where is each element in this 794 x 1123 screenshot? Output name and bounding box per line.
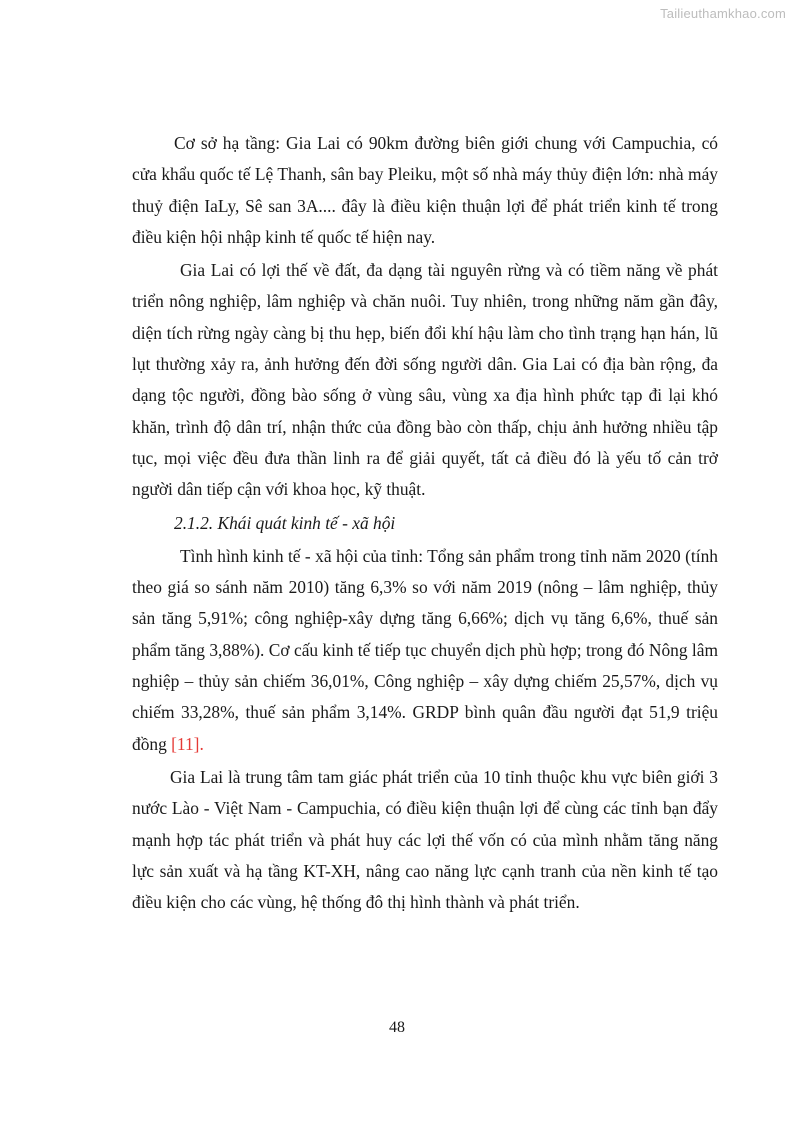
document-body (132, 128, 718, 920)
page-number: 48 (389, 1019, 405, 1036)
paragraph-economy (132, 541, 718, 760)
paragraph-economy-text: Tình hình kinh tế - xã hội của tỉnh: Tổng sản phẩm trong tỉnh năm 2020 (tính theo giá so sánh năm 2010) tăng 6,3% so với năm 2019 (nông – lâm nghiệp, thủy sản tăng 5,91%; công nghiệp-xây dựng tăng 6,66%; dịch vụ tăng 6,6%, thuế sản phẩm tăng 3,88%). Cơ cấu kinh tế tiếp tục chuyển dịch phù hợp; trong đó Nông lâm nghiệp – thủy sản chiếm 36,01%, Công nghiệp – xây dựng chiếm 25,57%, dịch vụ chiếm 33,28%, thuế sản phẩm 3,14%. GRDP bình quân đầu người đạt 51,9 triệu đồng (132, 545, 718, 754)
section-heading: 2.1.2. Khái quát kinh tế - xã hội (174, 512, 396, 533)
paragraph-land-advantages: Gia Lai có lợi thế về đất, đa dạng tài nguyên rừng và có tiềm năng về phát triển nông nghiệp, lâm nghiệp và chăn nuôi. Tuy nhiên, trong những năm gần đây, diện tích rừng ngày càng bị thu hẹp, biến đổi khí hậu làm cho tình trạng hạn hán, lũ lụt thường xảy ra, ảnh hưởng đến đời sống người dân. Gia Lai có địa bàn rộng, đa dạng tộc người, đồng bào sống ở vùng sâu, vùng xa địa hình phức tạp đi lại khó khăn, trình độ dân trí, nhận thức của đồng bào còn thấp, chịu ảnh hưởng nhiều tập tục, mọi việc đều đưa thần linh ra để giải quyết, tất cả điều đó là yếu tố cản trở người dân tiếp cận với khoa học, kỹ thuật. (132, 260, 718, 500)
paragraph-development-triangle: Gia Lai là trung tâm tam giác phát triển của 10 tỉnh thuộc khu vực biên giới 3 nước Lào - Việt Nam - Campuchia, có điều kiện thuận lợi để cùng các tỉnh bạn đẩy mạnh hợp tác phát triển và phát huy các lợi thế vốn có của mình nhằm tăng năng lực sản xuất và hạ tầng KT-XH, nâng cao năng lực cạnh tranh của nền kinh tế tạo điều kiện cho các vùng, hệ thống đô thị hình thành và phát triển. (132, 766, 718, 913)
citation-link[interactable]: [11]. (171, 733, 204, 754)
watermark-text: Tailieuthamkhao.com (660, 6, 786, 21)
paragraph-infrastructure: Cơ sở hạ tầng: Gia Lai có 90km đường biên giới chung với Campuchia, có cửa khẩu quốc tế Lệ Thanh, sân bay Pleiku, một số nhà máy thủy điện lớn: nhà máy thuỷ điện IaLy, Sê san 3A.... đây là điều kiện thuận lợi để phát triển kinh tế trong điều kiện hội nhập kinh tế quốc tế hiện nay. (132, 133, 718, 247)
